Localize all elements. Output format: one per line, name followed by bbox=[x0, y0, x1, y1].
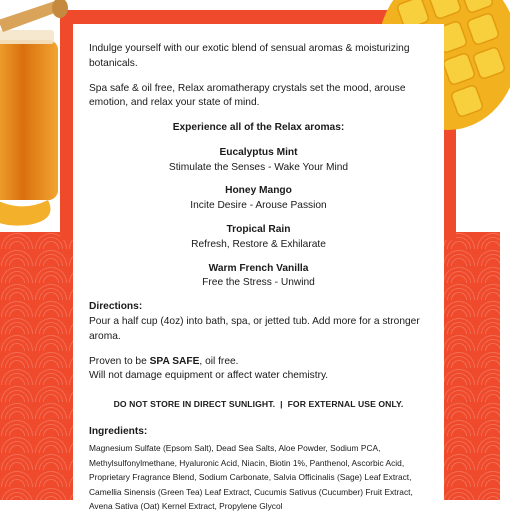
aromas-section bbox=[89, 121, 428, 291]
aroma-name: Warm French Vanilla bbox=[208, 262, 309, 274]
aroma-name: Eucalyptus Mint bbox=[219, 146, 298, 158]
safety-section bbox=[89, 355, 428, 385]
intro-section bbox=[89, 42, 428, 111]
directions-title: Directions: bbox=[89, 301, 143, 313]
aroma-name: Honey Mango bbox=[225, 185, 292, 197]
product-info-card bbox=[73, 24, 444, 512]
aroma-item bbox=[89, 184, 428, 214]
aromas-heading: Experience all of the Relax aromas: bbox=[172, 122, 345, 134]
directions-section bbox=[89, 300, 428, 344]
honey-jar-icon bbox=[0, 0, 68, 230]
ingredients-list: Magnesium Sulfate (Epsom Salt), Dead Sea Salts, Aloe Powder, Sodium PCA, Methylsulfonylmethane, Hyaluronic Acid, Niacin, Biotin 1%, Panthenol, Ascorbic Acid, Proprietary Fragrance Blend, Sodium Carbonate, Salvia Officinalis (Sage) Leaf Extract, Camellia Sinensis (Green Tea) Leaf Extract, Cucumis Sativus (Cucumber) Fruit Extract, Avena Sativa (Oat) Kernel Extract, Propylene Glycol bbox=[89, 443, 413, 512]
aroma-name: Tropical Rain bbox=[226, 224, 291, 236]
directions-text: Pour a half cup (4oz) into bath, spa, or jetted tub. Add more for a stronger aroma. bbox=[89, 315, 420, 342]
intro-paragraph-spa: Spa safe & oil free, Relax aromatherapy crystals set the mood, arouse emotion, and relax your state of mind. bbox=[89, 82, 406, 109]
aroma-tagline: Incite Desire - Arouse Passion bbox=[190, 200, 327, 212]
spa-safe-emphasis: SPA SAFE bbox=[149, 355, 200, 367]
aroma-item bbox=[89, 146, 428, 176]
aroma-tagline: Stimulate the Senses - Wake Your Mind bbox=[168, 161, 349, 173]
aroma-tagline: Free the Stress - Unwind bbox=[202, 277, 315, 289]
spa-safe-line bbox=[89, 355, 428, 370]
storage-warning: DO NOT STORE IN DIRECT SUNLIGHT. | FOR EXTERNAL USE ONLY. bbox=[113, 399, 404, 410]
spa-safe-suffix: , oil free. bbox=[199, 355, 239, 367]
aroma-tagline: Refresh, Restore & Exhilarate bbox=[191, 238, 326, 250]
intro-paragraph: Indulge yourself with our exotic blend of sensual aromas & moisturizing botanicals. bbox=[89, 43, 410, 69]
spa-safe-prefix: Proven to be bbox=[89, 355, 150, 367]
aroma-item bbox=[89, 262, 428, 292]
equipment-note: Will not damage equipment or affect water chemistry. bbox=[89, 370, 329, 382]
ingredients-section bbox=[89, 425, 428, 514]
aroma-item bbox=[89, 223, 428, 253]
ingredients-title: Ingredients: bbox=[89, 425, 148, 437]
